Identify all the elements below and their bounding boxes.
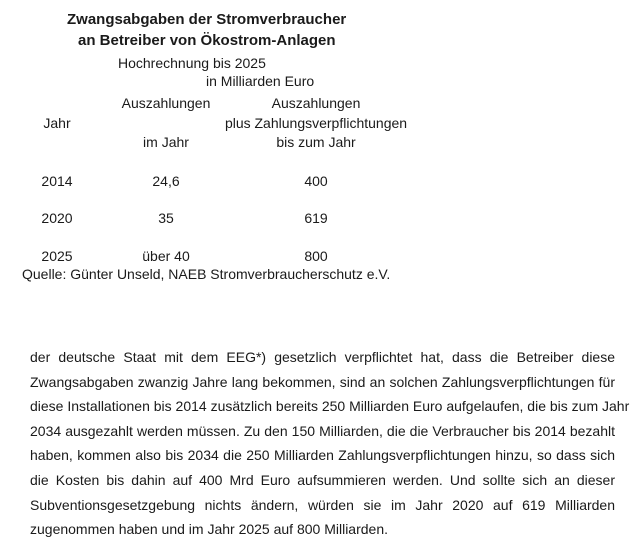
body-paragraph xyxy=(30,345,630,542)
col-header-cumulative-line1: Auszahlungen xyxy=(271,95,361,111)
row-2025-year: 2025 xyxy=(41,248,73,264)
row-2025-per-year: über 40 xyxy=(142,248,190,264)
paragraph-line: die Kosten bis dahin auf 400 Mrd Euro aufsummieren werden. Und sollte sich an dieser xyxy=(30,471,615,488)
table-subtitle-range: Hochrechnung bis 2025 xyxy=(118,55,266,71)
row-2014-cumulative: 400 xyxy=(304,173,328,189)
row-2020-year: 2020 xyxy=(41,210,73,226)
col-header-payout-line1: Auszahlungen xyxy=(121,95,211,111)
paragraph-line: der deutsche Staat mit dem EEG*) gesetzlich verpflichtet hat, dass die Betreiber diese xyxy=(30,349,615,365)
row-2020-per-year: 35 xyxy=(158,210,174,226)
paragraph-line: Subventionsgesetzgebung nichts ändern, würden sie im Jahr 2020 auf 619 Milliarden xyxy=(30,496,615,513)
table-source: Quelle: Günter Unseld, NAEB Stromverbraucherschutz e.V. xyxy=(22,266,391,282)
col-header-payout-line2: im Jahr xyxy=(143,134,189,150)
row-2014-year: 2014 xyxy=(41,173,73,189)
row-2020-cumulative: 619 xyxy=(304,210,328,226)
table-title-line1: Zwangsabgaben der Stromverbraucher xyxy=(67,11,347,28)
col-header-cumulative-line2: plus Zahlungsverpflichtungen xyxy=(224,115,408,131)
col-header-cumulative-line3: bis zum Jahr xyxy=(276,134,356,150)
paragraph-line: Zwangsabgaben zwanzig Jahre lang bekommen, sind an solchen Zahlungsverpflichtungen für xyxy=(30,373,615,390)
col-header-year: Jahr xyxy=(43,115,71,131)
table-subtitle-unit: in Milliarden Euro xyxy=(206,73,315,89)
paragraph-line: 2034 ausgezahlt werden müssen. Zu den 150 Milliarden, die die Verbraucher bis 2014 bezahlt xyxy=(30,422,615,439)
paragraph-line: diese Installationen bis 2014 zusätzlich bereits 250 Milliarden Euro aufgelaufen, die bis zum Jahr xyxy=(30,398,630,415)
paragraph-line: haben, kommen also bis 2034 die 250 Milliarden Zahlungsverpflichtungen hinzu, so dass sich xyxy=(30,447,615,464)
row-2014-per-year: 24,6 xyxy=(152,173,180,189)
table-title-line2: an Betreiber von Ökostrom-Anlagen xyxy=(78,32,336,49)
paragraph-line: zugenommen haben und im Jahr 2025 auf 800 Milliarden. xyxy=(30,521,389,538)
row-2025-cumulative: 800 xyxy=(304,248,328,264)
